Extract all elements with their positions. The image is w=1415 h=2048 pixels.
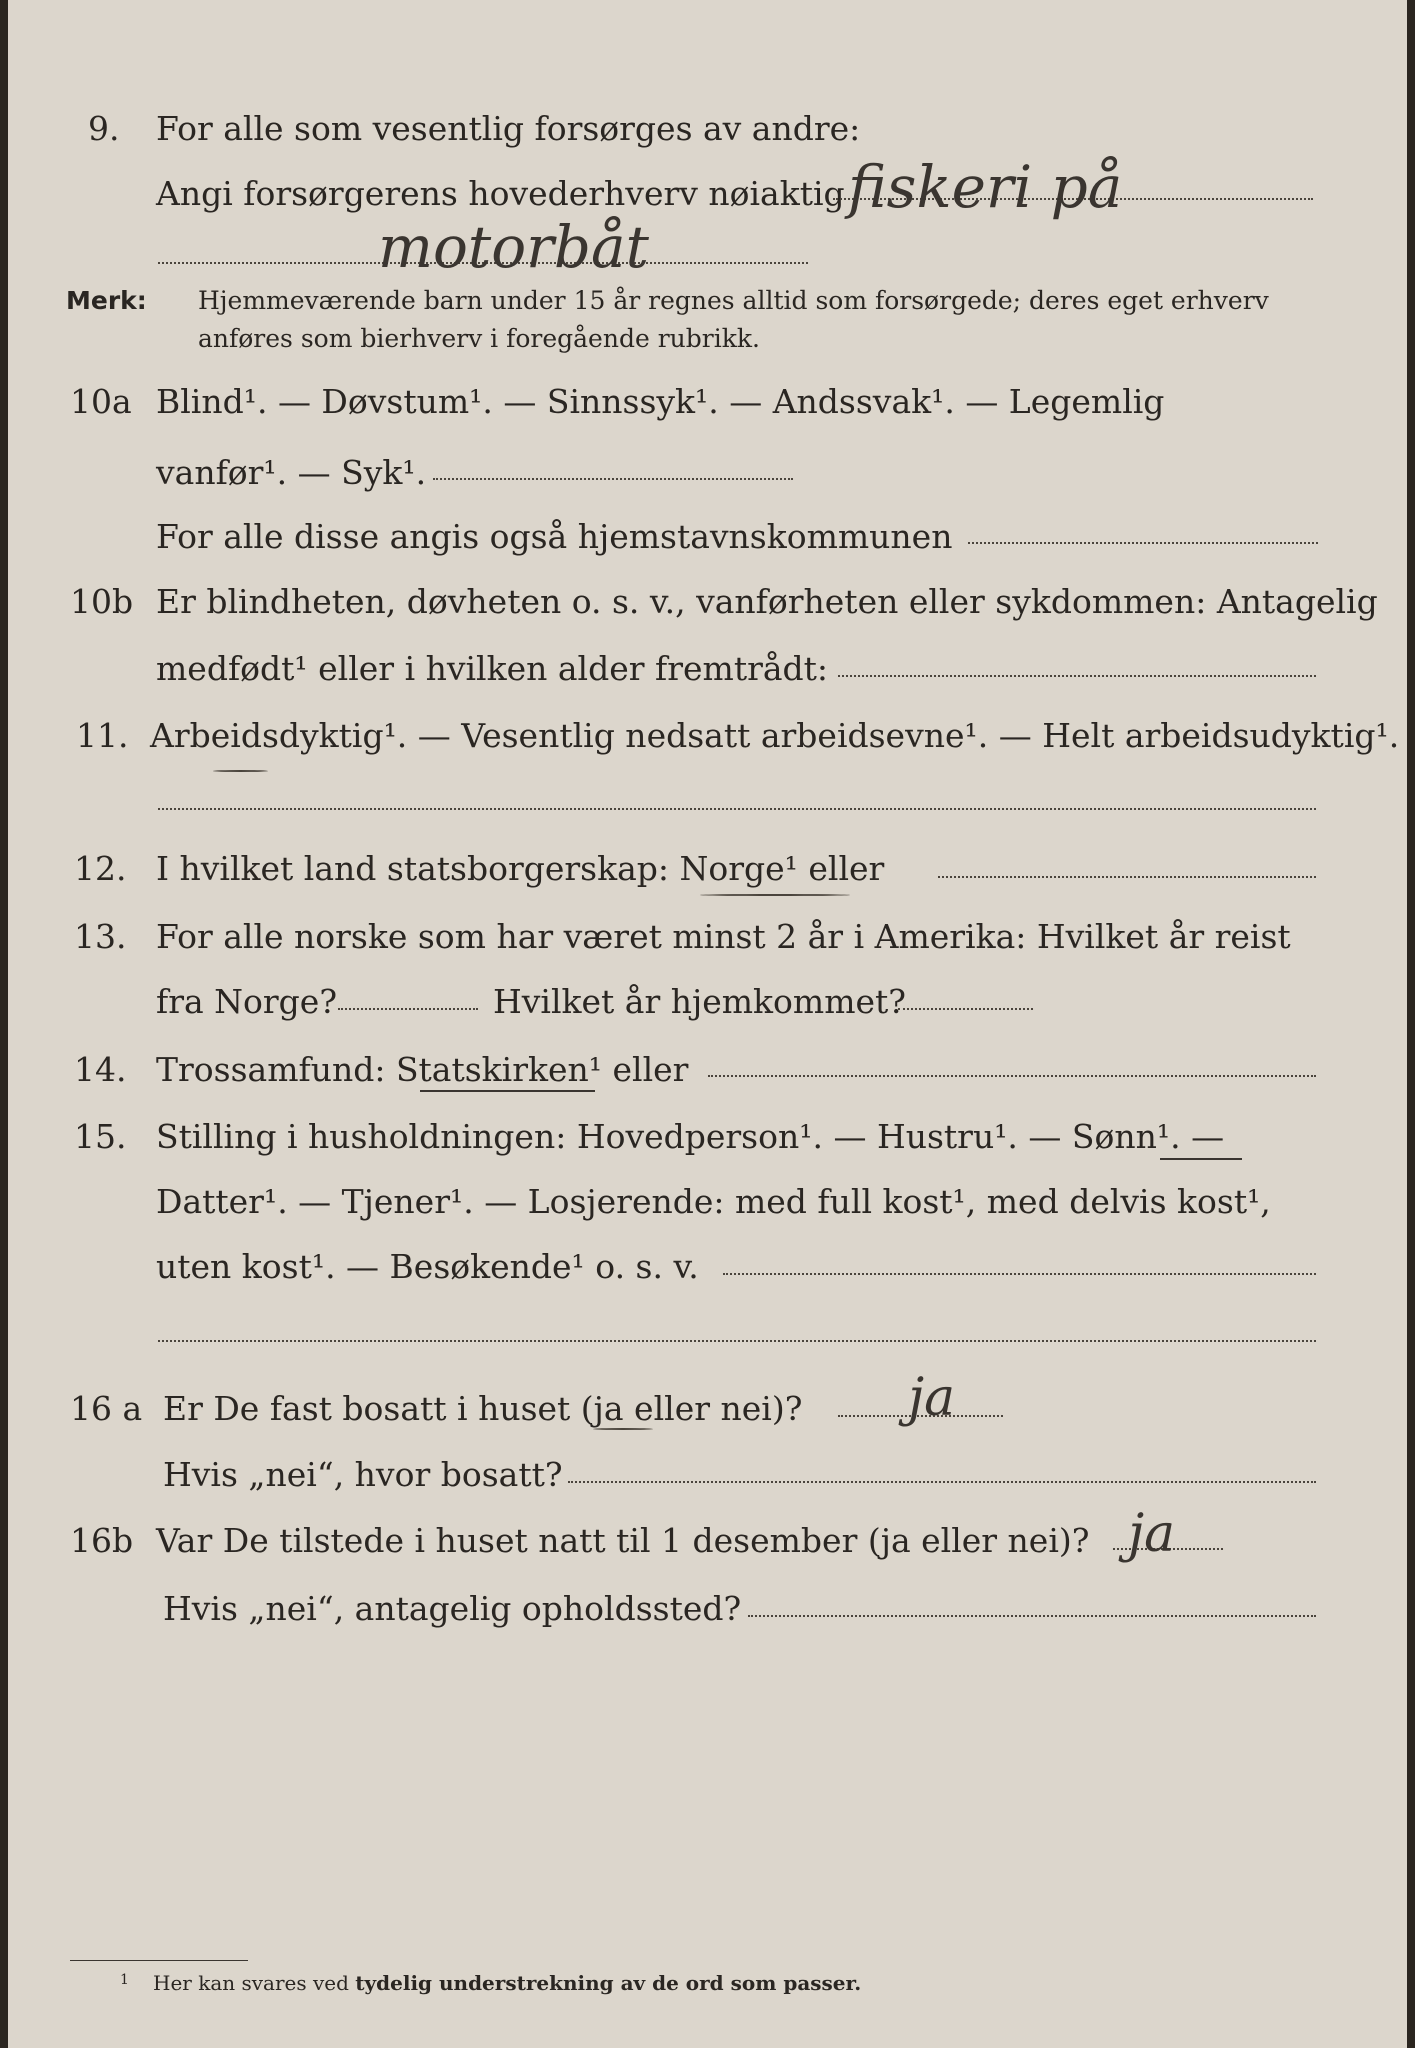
- q13-line1: For alle norske som har været minst 2 år i Amerika: Hvilket år reist: [156, 917, 1291, 956]
- census-form-page: [8, 0, 1407, 2048]
- q14-number: 14.: [74, 1050, 127, 1089]
- q15-answer-line2: [158, 1340, 1316, 1342]
- q16b-line2: Hvis „nei“, antagelig opholdssted?: [163, 1589, 742, 1628]
- merk-line2: anføres som bierhverv i foregående rubrikk.: [198, 324, 760, 353]
- q10a-line1: Blind¹. — Døvstum¹. — Sinnssyk¹. — Andssvak¹. — Legemlig: [156, 382, 1165, 421]
- merk-line1: Hjemmeværende barn under 15 år regnes alltid som forsørgede; deres eget erhverv: [198, 286, 1269, 315]
- q10b-line1: Er blindheten, døvheten o. s. v., vanførheten eller sykdommen: Antagelig: [156, 582, 1378, 621]
- q13-return-year-line: [898, 1008, 1033, 1010]
- q10b-answer-line: [838, 675, 1316, 677]
- q16a-residence-line: [568, 1481, 1316, 1483]
- q10a-municipality-line: [968, 542, 1318, 544]
- q10b-line2: medfødt¹ eller i hvilken alder fremtrådt:: [156, 649, 829, 688]
- q14-answer-line: [708, 1075, 1316, 1077]
- q9-handwritten-answer2: motorbåt: [378, 213, 649, 281]
- footnote-separator: [70, 1960, 248, 1961]
- footnote-text: [153, 1973, 861, 1993]
- q12-number: 12.: [74, 849, 127, 888]
- merk-label: Merk:: [66, 286, 147, 315]
- q12-norge-underline: [700, 894, 850, 896]
- q11-answer-line: [158, 808, 1316, 810]
- q16a-number: 16 a: [70, 1389, 143, 1428]
- q16a-line2: Hvis „nei“, hvor bosatt?: [163, 1455, 563, 1494]
- q15-line1: Stilling i husholdningen: Hovedperson¹. — Hustru¹. — Sønn¹. —: [156, 1117, 1225, 1156]
- q16a-ja-underline: [593, 1428, 653, 1430]
- q15-sonn-underline: [1160, 1158, 1242, 1160]
- q16b-line1: Var De tilstede i huset natt til 1 desember (ja eller nei)?: [156, 1521, 1090, 1560]
- q12-line1: I hvilket land statsborgerskap: Norge¹ eller: [156, 849, 885, 888]
- q14-line1: Trossamfund: Statskirken¹ eller: [156, 1050, 689, 1089]
- q9-line2: Angi forsørgerens hovederhverv nøiaktig: [156, 174, 845, 213]
- q16b-number: 16b: [70, 1521, 134, 1560]
- q9-handwritten-answer1: fiskeri på: [848, 153, 1123, 221]
- q15-line3: uten kost¹. — Besøkende¹ o. s. v.: [156, 1247, 699, 1286]
- q10b-number: 10b: [70, 582, 134, 621]
- q11-underline-mark: [213, 770, 268, 772]
- q13-line2b: Hvilket år hjemkommet?: [493, 982, 906, 1021]
- q15-answer-line1: [723, 1273, 1316, 1275]
- q13-line2a: fra Norge?: [156, 982, 338, 1021]
- footnote-text-plain: Her kan svares ved: [153, 1971, 349, 1995]
- q10a-number: 10a: [70, 382, 132, 421]
- q13-departure-year-line: [338, 1008, 478, 1010]
- q10a-line3: For alle disse angis også hjemstavnskommunen: [156, 517, 953, 556]
- q15-line2: Datter¹. — Tjener¹. — Losjerende: med full kost¹, med delvis kost¹,: [156, 1182, 1271, 1221]
- q9-line1: For alle som vesentlig forsørges av andre:: [156, 109, 861, 148]
- q12-answer-line: [938, 876, 1316, 878]
- q11-number: 11.: [76, 716, 129, 755]
- q16b-stay-line: [748, 1615, 1316, 1617]
- q14-statskirken-underline: [420, 1090, 595, 1092]
- footnote-text-bold: tydelig understrekning av de ord som passer.: [355, 1971, 862, 1995]
- q11-line1: Arbeidsdyktig¹. — Vesentlig nedsatt arbeidsevne¹. — Helt arbeidsudyktig¹.: [150, 716, 1400, 755]
- footnote-marker: 1: [120, 1972, 129, 1988]
- q16a-handwritten-answer: ja: [908, 1368, 956, 1428]
- q13-number: 13.: [74, 917, 127, 956]
- q16a-line1: Er De fast bosatt i huset (ja eller nei)?: [163, 1389, 803, 1428]
- q10a-sick-answer-line: [433, 478, 793, 480]
- q15-number: 15.: [74, 1117, 127, 1156]
- q16b-handwritten-answer: ja: [1128, 1504, 1176, 1564]
- q10a-line2: vanfør¹. — Syk¹.: [156, 453, 427, 492]
- q9-number: 9.: [88, 109, 120, 148]
